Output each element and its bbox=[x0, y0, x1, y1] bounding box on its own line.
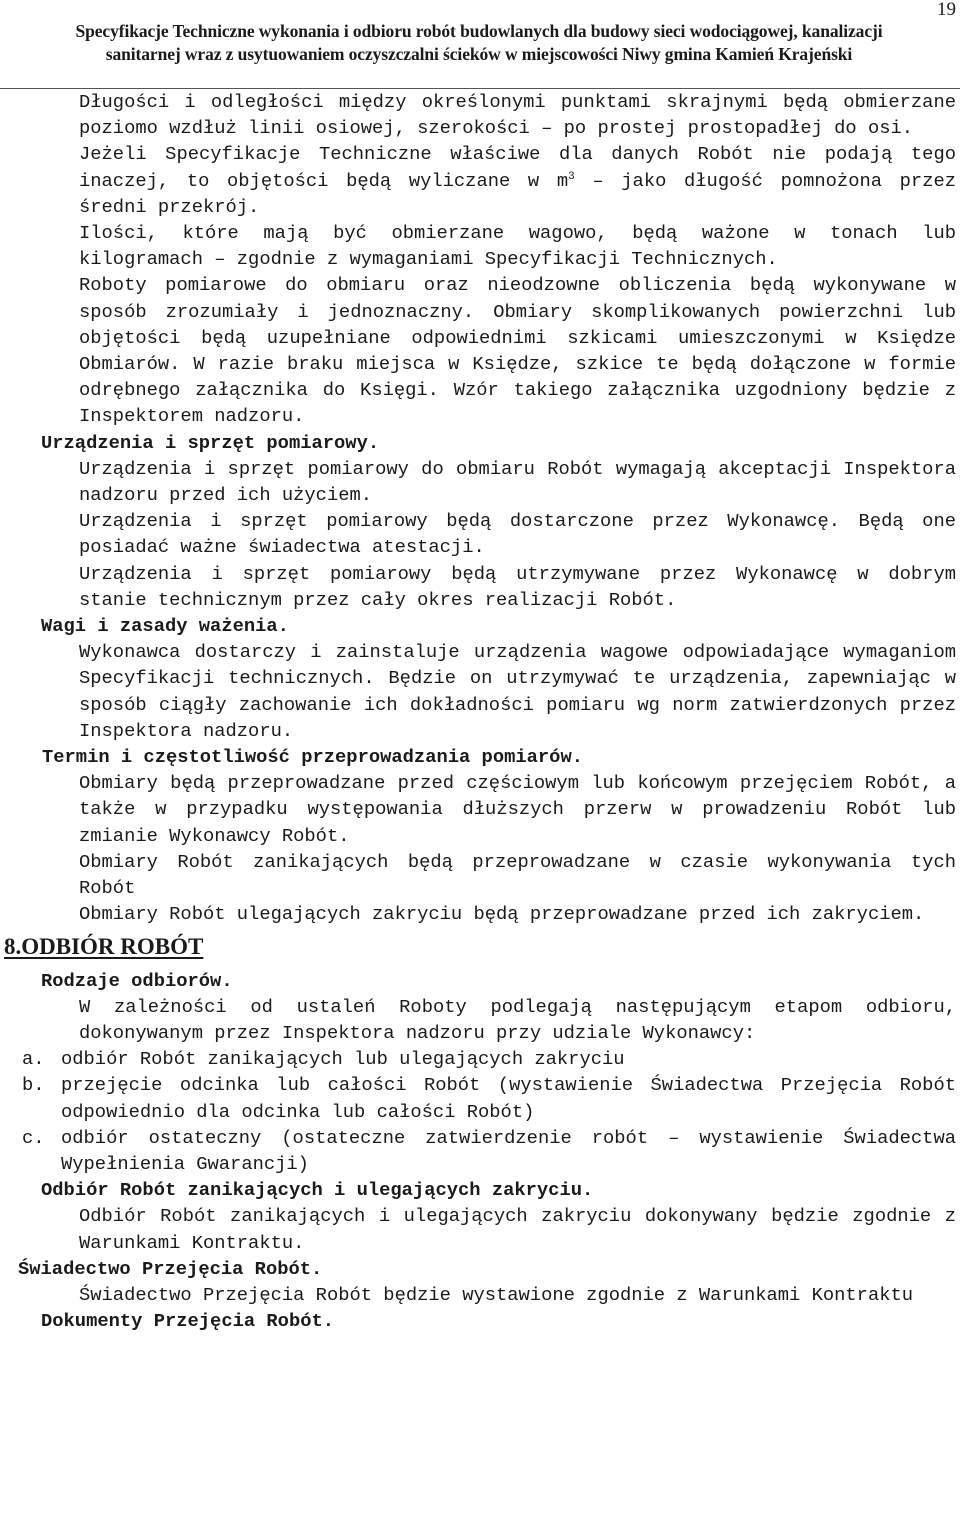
list-item-text: odbiór ostateczny (ostateczne zatwierdzenie robót – wystawienie Świadectwa Wypełnienia Gwarancji) bbox=[61, 1126, 956, 1175]
list-item bbox=[0, 1072, 960, 1124]
paragraph-covered-works: Obmiary Robót ulegających zakryciu będą przeprowadzane przed ich zakryciem. bbox=[79, 903, 925, 926]
paragraph-vanishing-works: Obmiary Robót zanikających będą przeprowadzane w czasie wykonywania tych Robót bbox=[79, 850, 956, 900]
heading-scales: Wagi i zasady ważenia. bbox=[41, 615, 289, 638]
list-item bbox=[0, 1046, 960, 1072]
heading-measurement-schedule: Termin i częstotliwość przeprowadzania pomiarów. bbox=[42, 746, 583, 769]
section-title-8: 8.ODBIÓR ROBÓT bbox=[4, 933, 204, 959]
paragraph-measurement-timing: Obmiary będą przeprowadzane przed częściowym lub końcowym przejęciem Robót, a także w przypadku występowania dłuższych przerw w prowadzeniu Robót lub zmianie Wykonawcy Robót. bbox=[79, 772, 956, 847]
paragraph-volumes bbox=[79, 141, 956, 220]
list-item bbox=[0, 1125, 960, 1177]
header-title-line-1: Specyfikacje Techniczne wykonania i odbioru robót budowlanych dla budowy sieci wodociągowej, kanalizacji bbox=[75, 21, 883, 41]
paragraph-equipment-acceptance: Urządzenia i sprzęt pomiarowy do obmiaru Robót wymagają akceptacji Inspektora nadzoru przed ich użyciem. bbox=[79, 457, 956, 507]
heading-takeover-documents: Dokumenty Przejęcia Robót. bbox=[41, 1310, 335, 1333]
paragraph-measurement-works: Roboty pomiarowe do obmiaru oraz nieodzowne obliczenia będą wykonywane w sposób zrozumiały i jednoznaczny. Obmiary skomplikowanych powierzchni lub objętości będą uzupełniane odpowiednimi szkicami umieszczonymi w Księdze Obmiarów. W razie braku miejsca w Księdze, szkice te będą dołączone w formie odrębnego załącznika do Księgi. Wzór takiego załącznika uzgodniony będzie z Inspektorem nadzoru. bbox=[79, 274, 956, 428]
heading-covered-works-acceptance: Odbiór Robót zanikających i ulegających zakryciu. bbox=[41, 1179, 594, 1202]
heading-measuring-equipment: Urządzenia i sprzęt pomiarowy. bbox=[41, 431, 380, 454]
paragraph-takeover-certificate: Świadectwo Przejęcia Robót będzie wystawione zgodnie z Warunkami Kontraktu bbox=[79, 1283, 914, 1306]
paragraph-volumes-text-a: Jeżeli Specyfikacje Techniczne właściwe dla danych Robót nie podają tego inaczej, to objętości będą wyliczane w m bbox=[79, 143, 956, 192]
document-body bbox=[0, 89, 960, 1334]
list-item-text: odbiór Robót zanikających lub ulegających zakryciu bbox=[61, 1048, 625, 1071]
page-header bbox=[0, 0, 960, 90]
paragraph-volumes-text-b: – jako długość pomnożona przez średni przekrój. bbox=[79, 169, 957, 218]
heading-acceptance-types: Rodzaje odbiorów. bbox=[41, 969, 233, 992]
paragraph-weights: Ilości, które mają być obmierzane wagowo, będą ważone w tonach lub kilogramach – zgodnie z wymaganiami Specyfikacji Technicznych. bbox=[79, 222, 956, 271]
paragraph-equipment-supply: Urządzenia i sprzęt pomiarowy będą dostarczone przez Wykonawcę. Będą one posiadać ważne świadectwa atestacji. bbox=[79, 510, 956, 559]
paragraph-scales: Wykonawca dostarczy i zainstaluje urządzenia wagowe odpowiadające wymaganiom Specyfikacji technicznych. Będzie on utrzymywać te urządzenia, zapewniając w sposób ciągły zachowanie ich dokładności pomiaru wg norm zatwierdzonych przez Inspektora nadzoru. bbox=[79, 641, 956, 742]
paragraph-lengths: Długości i odległości między określonymi punktami skrajnymi będą obmierzane poziomo wzdłuż linii osiowej, szerokości – po prostej prostopadłej do osi. bbox=[79, 91, 956, 140]
paragraph-covered-works-acceptance: Odbiór Robót zanikających i ulegających zakryciu dokonywany będzie zgodnie z Warunkami Kontraktu. bbox=[79, 1205, 956, 1254]
heading-takeover-certificate: Świadectwo Przejęcia Robót. bbox=[18, 1257, 323, 1280]
list-marker: a. bbox=[22, 1048, 45, 1071]
list-marker: b. bbox=[22, 1074, 45, 1097]
page-number: 19 bbox=[937, 0, 956, 20]
paragraph-equipment-maintenance: Urządzenia i sprzęt pomiarowy będą utrzymywane przez Wykonawcę w dobrym stanie technicznym przez cały okres realizacji Robót. bbox=[79, 562, 956, 611]
list-marker: c. bbox=[22, 1126, 45, 1149]
paragraph-acceptance-stages: W zależności od ustaleń Roboty podlegają następującym etapom odbioru, dokonywanym przez Inspektora nadzoru przy udziale Wykonawcy: bbox=[79, 995, 956, 1044]
acceptance-stages-list bbox=[0, 1046, 960, 1177]
header-title-line-2: sanitarnej wraz z usytuowaniem oczyszczalni ścieków w miejscowości Niwy gmina Kamień Krajeński bbox=[105, 44, 853, 64]
list-item-text: przejęcie odcinka lub całości Robót (wystawienie Świadectwa Przejęcia Robót odpowiednio dla odcinka lub całości Robót) bbox=[61, 1074, 956, 1123]
superscript-3: 3 bbox=[568, 170, 575, 183]
